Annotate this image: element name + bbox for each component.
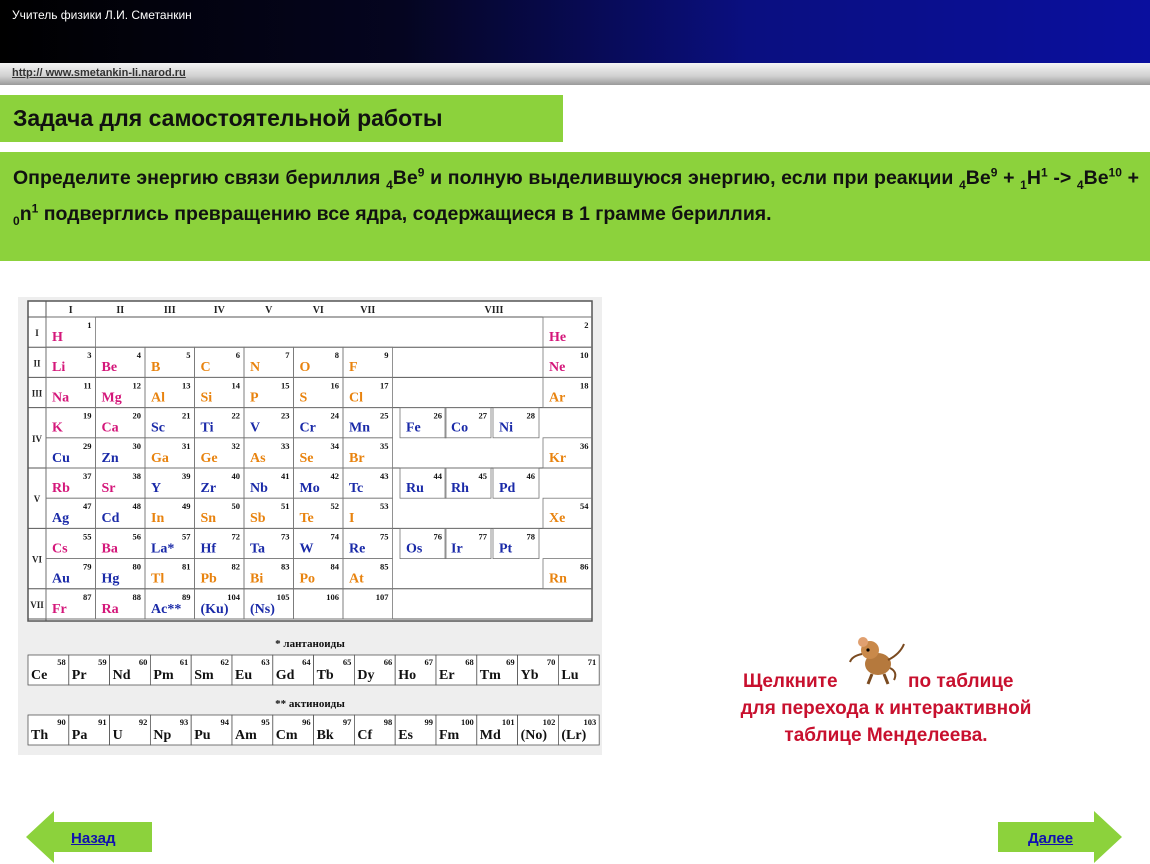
pt-atomic-number: 6 [235, 350, 240, 361]
pt-element-symbol: Ce [31, 668, 48, 683]
pt-atomic-number: 95 [261, 717, 270, 727]
pt-element-symbol: As [250, 450, 266, 466]
pt-element-symbol: Na [52, 390, 70, 406]
pt-element-symbol: Kr [549, 450, 567, 466]
pt-element-symbol: Sb [250, 511, 266, 527]
pt-atomic-number: 48 [132, 501, 141, 512]
pt-atomic-number: 70 [546, 657, 556, 667]
pt-element-symbol: In [151, 511, 165, 527]
pt-element-symbol: Ne [549, 360, 566, 376]
pt-element-symbol: Pm [153, 668, 174, 683]
hint-line-2: для перехода к интерактивной [740, 698, 1032, 719]
pt-atomic-number: 1 [87, 320, 92, 330]
pt-atomic-number: 28 [526, 410, 535, 421]
pt-atomic-number: 19 [83, 410, 92, 421]
pt-element-symbol: Ta [250, 541, 266, 557]
pt-element-symbol: Y [151, 481, 162, 496]
pt-atomic-number: 78 [526, 531, 535, 542]
pt-element-symbol: Ti [200, 420, 214, 436]
pt-atomic-number: 98 [383, 717, 393, 727]
pt-element-symbol: S [299, 390, 308, 406]
pt-atomic-number: 54 [580, 501, 589, 512]
pt-atomic-number: 20 [132, 410, 141, 421]
pt-atomic-number: 33 [281, 440, 290, 451]
pt-atomic-number: 46 [526, 471, 535, 481]
pt-element-symbol: Tb [316, 668, 334, 683]
pt-atomic-number: 21 [182, 410, 191, 421]
pt-element-symbol: Po [299, 571, 316, 587]
pt-element-symbol: Cu [52, 450, 70, 466]
next-button[interactable] [996, 810, 1126, 864]
pt-group-label: IV [213, 305, 225, 316]
pt-atomic-number: 41 [281, 471, 290, 481]
pt-atomic-number: 65 [342, 657, 352, 667]
pt-element-symbol: (Lr) [561, 728, 587, 743]
pt-element-symbol: Mg [101, 390, 122, 406]
pt-atomic-number: 53 [380, 501, 389, 512]
pt-element-symbol: At [349, 571, 364, 587]
pt-atomic-number: 96 [302, 717, 311, 727]
pt-atomic-number: 92 [138, 717, 148, 727]
pt-period-label: II [33, 358, 41, 369]
pt-atomic-number: 89 [182, 591, 191, 602]
pt-atomic-number: 56 [132, 531, 141, 542]
pt-atomic-number: 43 [380, 471, 389, 481]
pt-element-symbol: Fr [52, 601, 67, 617]
pt-atomic-number: 13 [182, 380, 191, 391]
pt-element-symbol: Cd [101, 511, 120, 527]
pt-element-symbol: Cs [52, 541, 68, 557]
pt-atomic-number: 93 [179, 717, 189, 727]
pt-atomic-number: 107 [375, 591, 389, 602]
pt-atomic-number: 38 [132, 471, 141, 481]
task-box [0, 152, 1150, 261]
pt-element-symbol: Cf [357, 728, 373, 743]
pt-element-symbol: Xe [549, 511, 566, 527]
pt-atomic-number: 16 [330, 380, 339, 391]
pt-element-symbol: Bi [250, 571, 264, 587]
pt-element-symbol: Al [151, 390, 165, 406]
pt-atomic-number: 9 [384, 350, 389, 361]
pt-element-symbol: Mo [299, 481, 320, 496]
back-link[interactable]: Назад [71, 830, 116, 847]
pt-element-symbol: Cr [299, 420, 316, 436]
pt-atomic-number: 58 [57, 657, 66, 667]
pt-element-symbol: Ir [451, 541, 463, 557]
pt-element-symbol: Pd [499, 481, 516, 496]
pt-atomic-number: 31 [182, 440, 191, 451]
pt-element-symbol: N [250, 360, 261, 376]
pt-atomic-number: 85 [380, 561, 389, 572]
pt-element-symbol: Pb [200, 571, 217, 587]
pt-atomic-number: 82 [231, 561, 240, 572]
pt-atomic-number: 81 [182, 561, 191, 572]
pt-atomic-number: 51 [281, 501, 290, 512]
pt-element-symbol: V [250, 420, 261, 436]
site-url-link[interactable]: http:// www.smetankin-li.narod.ru [12, 67, 186, 79]
pt-element-symbol: He [549, 330, 567, 345]
pt-atomic-number: 26 [433, 410, 442, 421]
pt-element-symbol: O [299, 360, 311, 376]
pt-atomic-number: 94 [220, 717, 229, 727]
pt-element-symbol: Pu [194, 728, 211, 743]
pt-atomic-number: 103 [583, 717, 597, 727]
pt-element-symbol: (Ns) [250, 601, 275, 617]
pt-element-symbol: Rb [52, 481, 70, 496]
pt-element-symbol: I [349, 511, 355, 527]
pt-actinoids-label: ** актиноиды [275, 698, 345, 710]
pt-atomic-number: 86 [580, 561, 589, 572]
pt-atomic-number: 2 [584, 320, 589, 330]
hint-line-3: таблице Менделеева. [784, 725, 988, 746]
pt-element-symbol: Nb [250, 481, 268, 496]
pt-element-symbol: P [250, 390, 259, 406]
slide-title: Задача для самостоятельной работы [13, 105, 443, 131]
pt-element-symbol: K [52, 420, 63, 436]
next-link[interactable]: Далее [1028, 830, 1074, 847]
pt-atomic-number: 104 [227, 591, 240, 602]
pt-group-label: V [265, 305, 273, 316]
pt-element-symbol: Pt [499, 541, 513, 557]
pt-atomic-number: 101 [501, 717, 515, 727]
pt-atomic-number: 44 [433, 471, 442, 481]
pt-atomic-number: 87 [83, 591, 92, 602]
pt-atomic-number: 32 [231, 440, 240, 451]
pt-element-symbol: Ar [549, 390, 566, 406]
pt-element-symbol: Ni [499, 420, 513, 436]
pt-atomic-number: 62 [220, 657, 229, 667]
pt-period-label: I [35, 328, 39, 339]
pt-group-label: VII [360, 305, 376, 316]
pt-atomic-number: 27 [478, 410, 487, 421]
pt-atomic-number: 75 [380, 531, 389, 542]
pt-period-label: VI [31, 554, 43, 565]
pt-group-label: I [68, 305, 73, 316]
pt-atomic-number: 99 [424, 717, 433, 727]
pt-element-symbol: Cl [349, 390, 363, 406]
pt-atomic-number: 40 [231, 471, 240, 481]
pt-atomic-number: 39 [182, 471, 191, 481]
pt-atomic-number: 5 [186, 350, 191, 361]
pt-element-symbol: Co [451, 420, 469, 436]
pt-element-symbol: Ag [52, 511, 70, 527]
pt-atomic-number: 49 [182, 501, 191, 512]
back-button[interactable] [24, 810, 154, 864]
pt-atomic-number: 23 [281, 410, 290, 421]
pt-element-symbol: W [299, 541, 314, 557]
pt-element-symbol: Bk [316, 728, 334, 743]
pt-element-symbol: Eu [235, 668, 253, 683]
pt-atomic-number: 105 [276, 591, 290, 602]
pt-element-symbol: Yb [520, 668, 539, 683]
pt-element-symbol: U [112, 728, 123, 743]
pt-element-symbol: Nd [112, 668, 131, 683]
pt-atomic-number: 83 [281, 561, 290, 572]
pt-element-symbol: Zn [101, 450, 119, 466]
pt-element-symbol: Cm [275, 728, 298, 743]
pt-element-symbol: (Ku) [200, 601, 229, 617]
task-text: Определите энергию связи бериллия $_4Be^9$ и полную выделившуюся энергию, если при реакции $_4Be^9 + _1H^1 -> _4Be^{10} + _0n^1$ подверглись превращению все ядра, содержащиеся в 1 грамме бериллия. [13, 165, 1139, 228]
pt-atomic-number: 42 [330, 471, 339, 481]
pt-atomic-number: 71 [587, 657, 597, 667]
teacher-name: Учитель физики Л.И. Сметанкин [12, 8, 192, 22]
pt-atomic-number: 10 [580, 350, 589, 361]
pt-element-symbol: Ca [101, 420, 119, 436]
pt-element-symbol: Sr [101, 481, 116, 496]
pt-atomic-number: 4 [136, 350, 141, 361]
pt-element-symbol: Te [299, 511, 314, 527]
pt-element-symbol: F [349, 360, 358, 376]
pt-element-symbol: Li [52, 360, 66, 376]
pt-element-symbol: Pr [71, 668, 87, 683]
pt-element-symbol: Sm [194, 668, 214, 683]
pt-atomic-number: 3 [87, 350, 92, 361]
pt-atomic-number: 84 [330, 561, 339, 572]
header-bar [0, 0, 1150, 66]
pt-group-label: III [163, 305, 176, 316]
pt-atomic-number: 25 [380, 410, 389, 421]
pt-element-symbol: (No) [520, 728, 548, 743]
pt-element-symbol: Lu [561, 668, 579, 683]
pt-element-symbol: Ho [398, 668, 417, 683]
pt-element-symbol: Be [101, 360, 118, 376]
pt-element-symbol: Es [398, 728, 413, 743]
pt-element-symbol: Tl [151, 571, 165, 587]
pt-element-symbol: Hf [200, 541, 217, 557]
pt-element-symbol: Ba [101, 541, 118, 557]
pt-element-symbol: Tc [349, 481, 364, 496]
pt-atomic-number: 37 [83, 471, 92, 481]
pt-element-symbol: Sn [200, 511, 217, 527]
pt-atomic-number: 34 [330, 440, 339, 451]
pt-element-symbol: Np [153, 728, 172, 743]
pt-element-symbol: Br [349, 450, 365, 466]
pt-atomic-number: 79 [83, 561, 92, 572]
pt-atomic-number: 100 [461, 717, 474, 727]
pt-atomic-number: 35 [380, 440, 389, 451]
pt-atomic-number: 24 [330, 410, 339, 421]
pt-atomic-number: 50 [231, 501, 240, 512]
pt-group-label: II [116, 305, 125, 316]
pt-element-symbol: Sc [151, 420, 165, 436]
pt-atomic-number: 22 [231, 410, 240, 421]
pt-atomic-number: 30 [132, 440, 141, 451]
pt-element-symbol: Ra [101, 601, 119, 617]
pt-element-symbol: Pa [71, 728, 88, 743]
pt-atomic-number: 68 [465, 657, 474, 667]
pt-element-symbol: Hg [101, 571, 120, 587]
pt-element-symbol: Si [200, 390, 213, 406]
pt-atomic-number: 59 [98, 657, 107, 667]
pt-atomic-number: 11 [83, 380, 92, 391]
pt-period-label: V [33, 494, 41, 505]
periodic-table-image[interactable] [18, 297, 602, 755]
pt-atomic-number: 76 [433, 531, 442, 542]
pt-atomic-number: 29 [83, 440, 92, 451]
pt-atomic-number: 69 [506, 657, 515, 667]
pt-element-symbol: Rn [549, 571, 567, 587]
pt-atomic-number: 66 [383, 657, 393, 667]
pt-atomic-number: 47 [83, 501, 92, 512]
pt-element-symbol: C [200, 360, 211, 376]
pt-element-symbol: Zr [200, 481, 217, 496]
pt-element-symbol: Mn [349, 420, 370, 436]
pt-atomic-number: 72 [231, 531, 240, 542]
pt-atomic-number: 8 [334, 350, 339, 361]
pt-group-label: VIII [484, 305, 504, 316]
pt-atomic-number: 80 [132, 561, 141, 572]
pt-element-symbol: Ru [406, 481, 424, 496]
pt-atomic-number: 97 [342, 717, 352, 727]
pt-atomic-number: 45 [478, 471, 487, 481]
pt-element-symbol: Fm [439, 728, 460, 743]
pt-atomic-number: 90 [57, 717, 66, 727]
pt-atomic-number: 17 [380, 380, 389, 391]
pt-atomic-number: 67 [424, 657, 433, 667]
pt-atomic-number: 106 [326, 591, 339, 602]
pt-element-symbol: Ac** [151, 601, 182, 617]
pt-atomic-number: 61 [179, 657, 189, 667]
pt-element-symbol: Ge [200, 450, 218, 466]
pt-atomic-number: 64 [302, 657, 311, 667]
pt-period-label: VII [30, 599, 44, 610]
pt-element-symbol: Rh [451, 481, 469, 496]
pt-atomic-number: 91 [98, 717, 107, 727]
pt-element-symbol: Th [31, 728, 49, 743]
pt-element-symbol: Md [479, 728, 501, 743]
pt-element-symbol: Tm [479, 668, 501, 683]
pt-atomic-number: 14 [231, 380, 240, 391]
periodic-table-graphic[interactable] [18, 297, 602, 755]
pt-element-symbol: Re [349, 541, 366, 557]
pt-element-symbol: Gd [275, 668, 295, 683]
pt-atomic-number: 36 [580, 440, 589, 451]
pt-lanthanoids-label: * лантаноиды [275, 638, 345, 650]
hint-line-1b: по таблице [908, 671, 1014, 692]
pt-element-symbol: La* [151, 541, 175, 557]
pt-atomic-number: 88 [132, 591, 141, 602]
pt-element-symbol: Au [52, 571, 70, 587]
pt-element-symbol: B [151, 360, 161, 376]
url-bar [0, 63, 1150, 85]
pt-atomic-number: 15 [281, 380, 290, 391]
pt-period-label: III [31, 388, 43, 399]
pt-atomic-number: 57 [182, 531, 191, 542]
slide-title-box [0, 95, 563, 142]
hint-line-1a: Щелкните [743, 671, 838, 692]
pt-atomic-number: 52 [330, 501, 339, 512]
pt-atomic-number: 102 [542, 717, 556, 727]
pt-atomic-number: 63 [261, 657, 270, 667]
pt-atomic-number: 7 [285, 350, 290, 361]
pt-element-symbol: Fe [406, 420, 421, 436]
pt-atomic-number: 55 [83, 531, 92, 542]
pt-period-label: IV [31, 433, 43, 444]
pt-atomic-number: 73 [281, 531, 290, 542]
pt-atomic-number: 60 [138, 657, 148, 667]
pt-element-symbol: Er [439, 668, 455, 683]
pt-element-symbol: Os [406, 541, 423, 557]
pt-atomic-number: 12 [132, 380, 141, 391]
pt-element-symbol: Am [235, 728, 257, 743]
pt-group-label: VI [312, 305, 324, 316]
pt-element-symbol: Dy [357, 668, 375, 683]
mouse-cursor-icon [848, 632, 908, 687]
pt-atomic-number: 18 [580, 380, 589, 391]
pt-atomic-number: 74 [330, 531, 339, 542]
pt-element-symbol: Se [299, 450, 314, 466]
pt-atomic-number: 77 [478, 531, 487, 542]
pt-element-symbol: H [52, 330, 63, 345]
pt-element-symbol: Ga [151, 450, 169, 466]
